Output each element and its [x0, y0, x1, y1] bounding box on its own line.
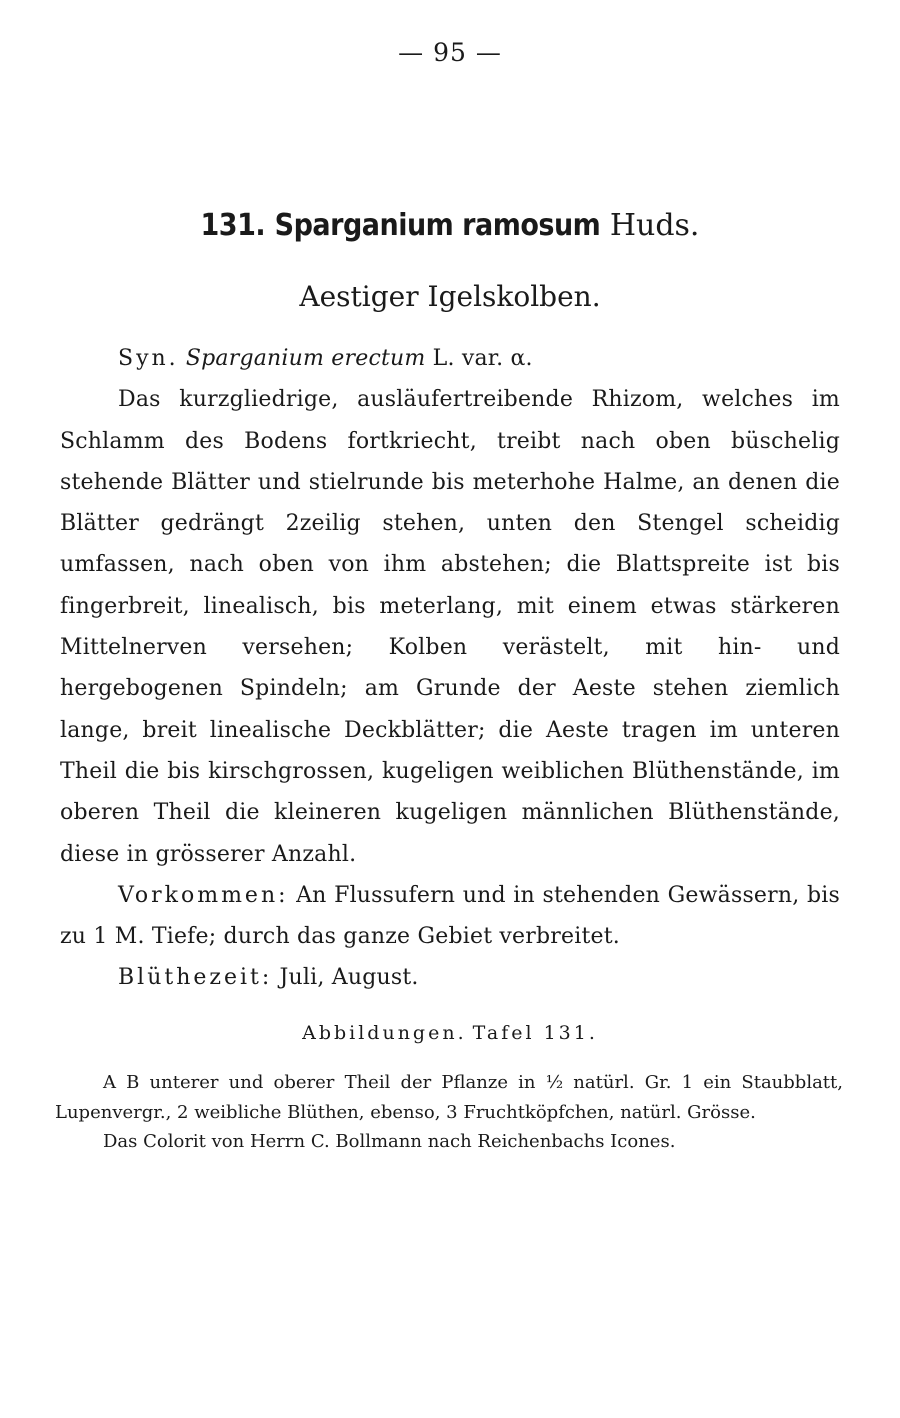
illustrations-label: Abbildungen. [302, 1022, 467, 1044]
synonym-rest: L. var. α. [432, 346, 533, 371]
occurrence-text: An Flussufern und in stehenden Gewässern, bis zu 1 M. Tiefe; durch das ganze Gebiet verbreitet. [60, 882, 840, 950]
synonym-label: Syn. [118, 346, 179, 371]
flowering-paragraph [60, 957, 840, 998]
page-number: — 95 — [398, 38, 502, 67]
species-name: Sparganium ramosum [274, 208, 601, 243]
species-heading [0, 208, 900, 243]
species-author: Huds. [609, 208, 700, 243]
synonym-name: Sparganium erectum [185, 346, 426, 371]
plate-label: Tafel 131. [472, 1022, 598, 1044]
plate-notes [55, 1068, 843, 1157]
flowering-label: Blüthezeit: [118, 965, 273, 991]
main-text [60, 338, 840, 999]
common-name: Aestiger Igelskolben. [299, 280, 601, 313]
illustrations-caption [0, 1022, 900, 1044]
colorist-note: Das Colorit von Herrn C. Bollmann nach Reichenbachs Icones. [103, 1131, 676, 1152]
occurrence-paragraph [60, 875, 840, 958]
species-number: 131. [200, 208, 266, 243]
description-paragraph: Das kurzgliedrige, ausläufertreibende Rhizom, welches im Schlamm des Bodens fortkriecht, treibt nach oben büschelig stehende Blätter und stielrunde bis meterhohe Halme, an denen die Blätter gedrängt 2zeilig stehen, unten den Stengel scheidig umfassen, nach oben von ihm abstehen; die Blattspreite ist bis fingerbreit, linealisch, bis meterlang, mit einem etwas stärkeren Mittelnerven versehen; Kolben verästelt, mit hin- und hergebogenen Spindeln; am Grunde der Aeste stehen ziemlich lange, breit linealische Deckblätter; die Aeste tragen im unteren Theil die bis kirschgrossen, kugeligen weiblichen Blüthenstände, im oberen Theil die kleineren kugeligen männlichen Blüthenstände, diese in grösserer Anzahl. [60, 387, 840, 867]
occurrence-label: Vorkommen: [118, 882, 289, 908]
plate-notes-text: A B unterer und oberer Theil der Pflanze in ½ natürl. Gr. 1 ein Staubblatt, Lupenvergr., 2 weibliche Blüthen, ebenso, 3 Fruchtköpfchen, natürl. Grösse. [55, 1072, 843, 1123]
synonym-line [60, 338, 840, 379]
flowering-text: Juli, August. [279, 965, 419, 991]
